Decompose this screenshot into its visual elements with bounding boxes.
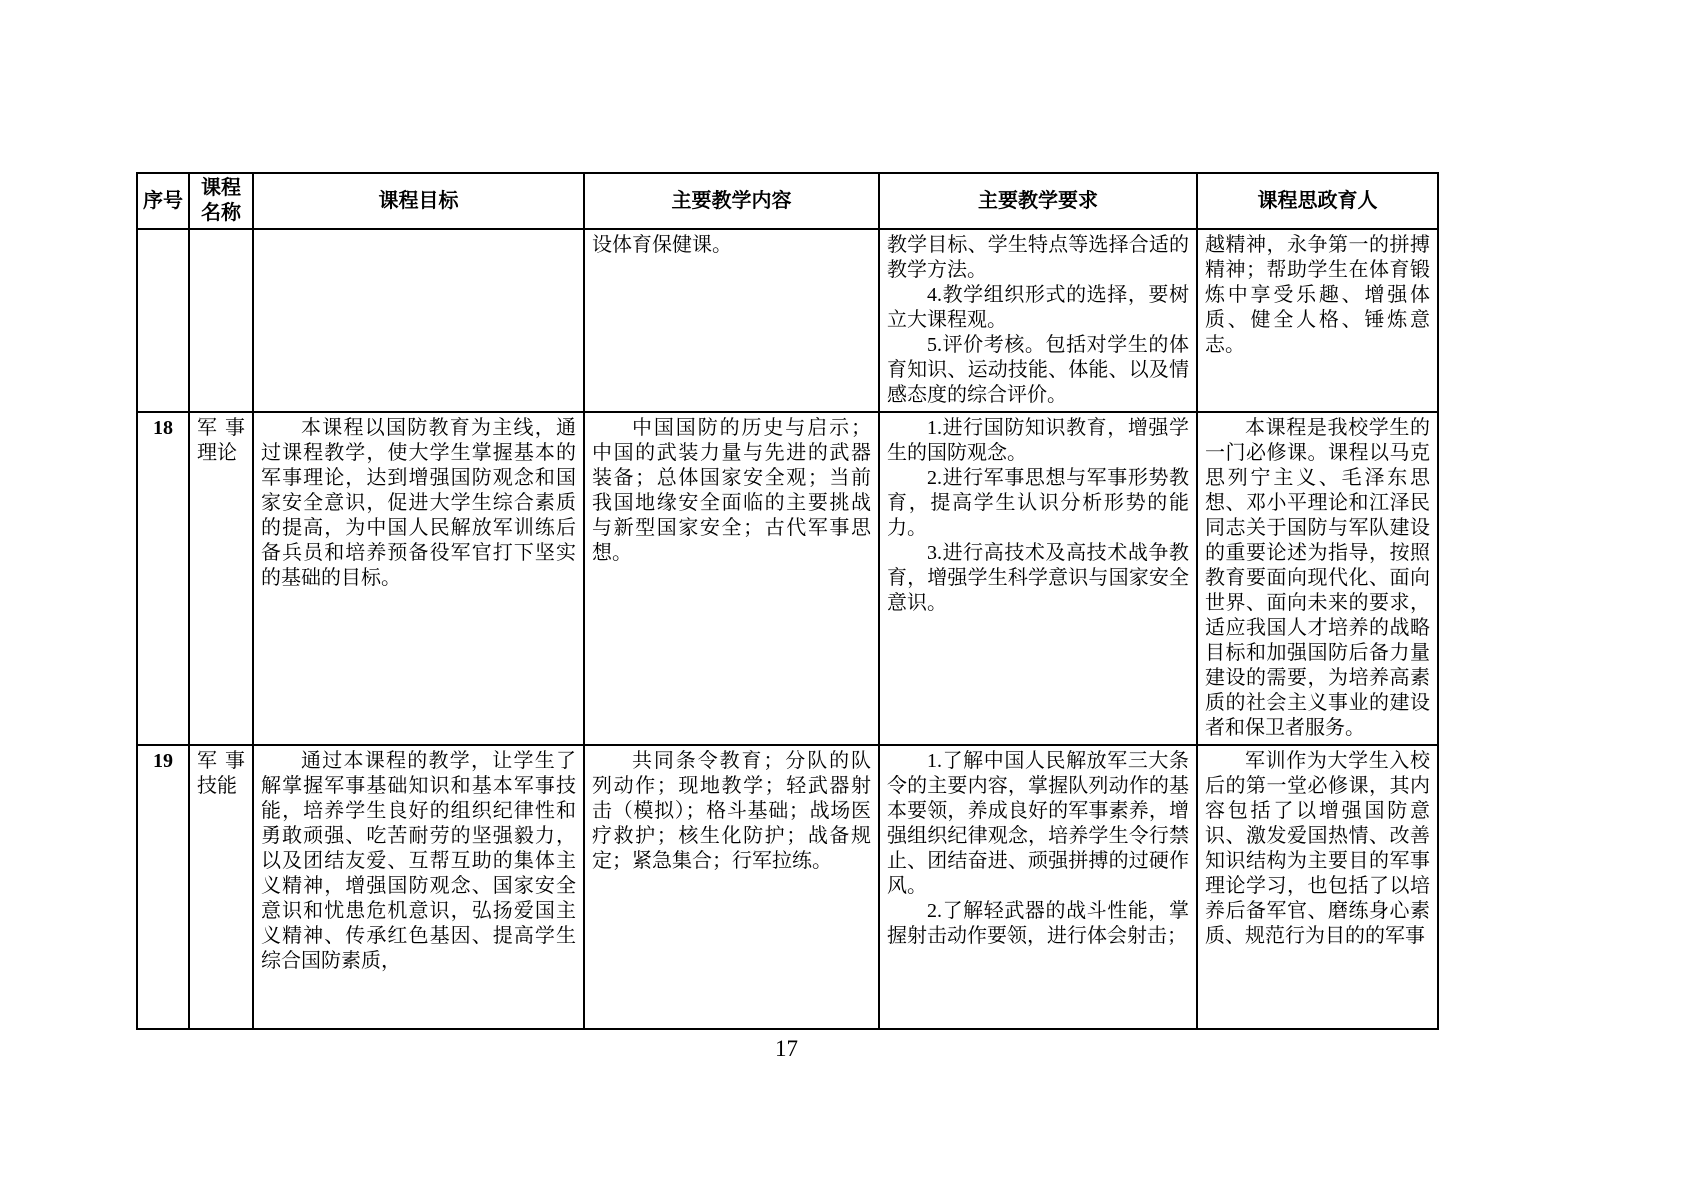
paragraph: 2.了解轻武器的战斗性能，掌握射击动作要领，进行体会射击； — [887, 900, 1189, 947]
course-name-text: 军事理论 — [197, 417, 245, 464]
cell-course-name — [189, 229, 253, 412]
header-objectives: 课程目标 — [253, 173, 584, 229]
paragraph: 共同条令教育；分队的队列动作；现地教学；轻武器射击（模拟）；格斗基础；战场医疗救护；核生化防护；战备规定；紧急集合；行军拉练。 — [592, 750, 871, 872]
paragraph: 1.进行国防知识教育，增强学生的国防观念。 — [887, 417, 1189, 464]
cell-ideology — [1197, 229, 1438, 412]
paragraph: 4.教学组织形式的选择，要树立大课程观。 — [887, 284, 1189, 331]
paragraph: 通过本课程的教学，让学生了解掌握军事基础知识和基本军事技能，培养学生良好的组织纪律性和勇敢顽强、吃苦耐劳的坚强毅力，以及团结友爱、互帮互助的集体主义精神，增强国防观念、国家安全意识和忧患危机意识，弘扬爱国主义精神、传承红色基因、提高学生综合国防素质， — [261, 750, 576, 972]
paragraph: 军训作为大学生入校后的第一堂必修课，其内容包括了以增强国防意识、激发爱国热情、改善知识结构为主要目的军事理论学习，也包括了以培养后备军官、磨练身心素质、规范行为目的的军事 — [1205, 750, 1430, 947]
cell-requirements — [879, 412, 1197, 745]
cell-requirements — [879, 229, 1197, 412]
table-row-continuation — [137, 229, 1438, 412]
cell-content — [584, 745, 879, 1029]
paragraph: 中国国防的历史与启示；中国的武装力量与先进的武器装备；总体国家安全观；当前我国地缘安全面临的主要挑战与新型国家安全；古代军事思想。 — [592, 417, 871, 564]
cell-ideology — [1197, 745, 1438, 1029]
cell-objectives — [253, 229, 584, 412]
table-header-row — [137, 173, 1438, 229]
table-row-18 — [137, 412, 1438, 745]
cell-course-name — [189, 412, 253, 745]
cell-ideology — [1197, 412, 1438, 745]
cell-course-name — [189, 745, 253, 1029]
paragraph: 设体育保健课。 — [592, 234, 732, 256]
header-no: 序号 — [137, 173, 189, 229]
paragraph: 5.评价考核。包括对学生的体育知识、运动技能、体能、以及情感态度的综合评价。 — [887, 334, 1189, 406]
paragraph: 2.进行军事思想与军事形势教育，提高学生认识分析形势的能力。 — [887, 467, 1189, 539]
cell-no: 19 — [137, 745, 189, 1029]
header-requirements: 主要教学要求 — [879, 173, 1197, 229]
header-course-name: 课程名称 — [189, 173, 253, 229]
table-row-19 — [137, 745, 1438, 1029]
paragraph: 3.进行高技术及高技术战争教育，增强学生科学意识与国家安全意识。 — [887, 542, 1189, 614]
cell-objectives — [253, 412, 584, 745]
paragraph: 越精神，永争第一的拼搏精神；帮助学生在体育锻炼中享受乐趣、增强体质、健全人格、锤炼意志。 — [1205, 234, 1430, 356]
paragraph: 本课程以国防教育为主线，通过课程教学，使大学生掌握基本的军事理论，达到增强国防观念和国家安全意识，促进大学生综合素质的提高，为中国人民解放军训练后备兵员和培养预备役军官打下坚实的基础的目标。 — [261, 417, 576, 589]
page-number: 17 — [775, 1036, 798, 1061]
header-ideology: 课程思政育人 — [1197, 173, 1438, 229]
cell-no — [137, 229, 189, 412]
paragraph: 1.了解中国人民解放军三大条令的主要内容，掌握队列动作的基本要领，养成良好的军事素养，增强组织纪律观念，培养学生令行禁止、团结奋进、顽强拼搏的过硬作风。 — [887, 750, 1189, 897]
paragraph: 本课程是我校学生的一门必修课。课程以马克思列宁主义、毛泽东思想、邓小平理论和江泽民同志关于国防与军队建设的重要论述为指导，按照教育要面向现代化、面向世界、面向未来的要求，适应我国人才培养的战略目标和加强国防后备力量建设的需要，为培养高素质的社会主义事业的建设者和保卫者服务。 — [1205, 417, 1430, 739]
paragraph: 教学目标、学生特点等选择合适的教学方法。 — [887, 234, 1189, 281]
course-name-text: 军事技能 — [197, 750, 245, 797]
cell-requirements — [879, 745, 1197, 1029]
header-content: 主要教学内容 — [584, 173, 879, 229]
cell-objectives — [253, 745, 584, 1029]
cell-content — [584, 412, 879, 745]
course-table — [136, 172, 1439, 1030]
cell-no: 18 — [137, 412, 189, 745]
cell-content — [584, 229, 879, 412]
